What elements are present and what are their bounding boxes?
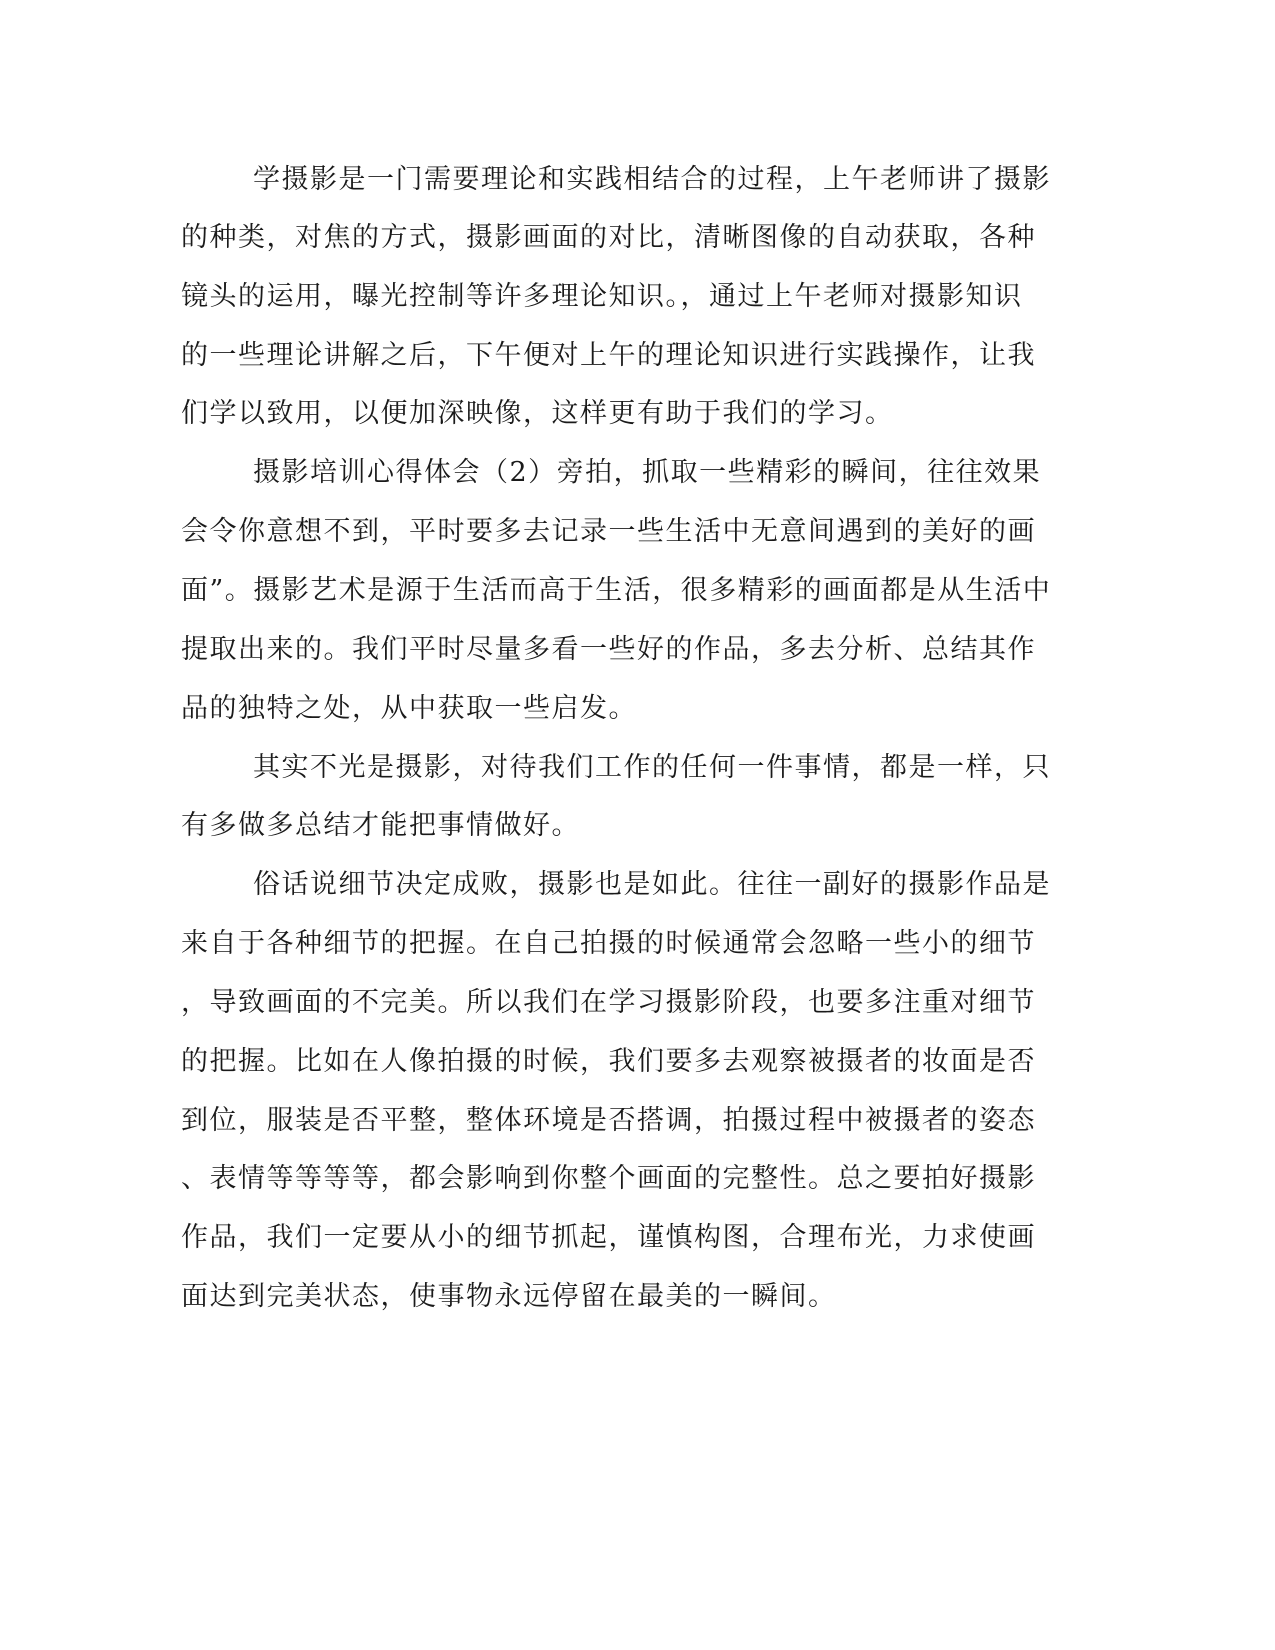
paragraph-1-line-4: 的一些理论讲解之后，下午便对上午的理论知识进行实践操作，让我 xyxy=(181,340,1036,371)
paragraph-4-line-1: 俗话说细节决定成败，摄影也是如此。往往一副好的摄影作品是 xyxy=(253,869,1051,900)
paragraph-4-line-2: 来自于各种细节的把握。在自己拍摄的时候通常会忽略一些小的细节 xyxy=(181,928,1036,959)
paragraph-4-line-7: 作品，我们一定要从小的细节抓起，谨慎构图，合理布光，力求使画 xyxy=(181,1222,1036,1253)
paragraph-4-line-4: 的把握。比如在人像拍摄的时候，我们要多去观察被摄者的妆面是否 xyxy=(181,1046,1036,1077)
paragraph-1-line-2: 的种类，对焦的方式，摄影画面的对比，清晰图像的自动获取，各种 xyxy=(181,222,1036,253)
paragraph-4-line-8: 面达到完美状态，使事物永远停留在最美的一瞬间。 xyxy=(181,1281,837,1312)
paragraph-4-line-5: 到位，服装是否平整，整体环境是否搭调，拍摄过程中被摄者的姿态 xyxy=(181,1105,1036,1136)
paragraph-1-line-3: 镜头的运用，曝光控制等许多理论知识。，通过上午老师对摄影知识 xyxy=(181,281,1023,312)
paragraph-2-line-2: 会令你意想不到，平时要多去记录一些生活中无意间遇到的美好的画 xyxy=(181,516,1036,547)
paragraph-3-line-1: 其实不光是摄影，对待我们工作的任何一件事情，都是一样，只 xyxy=(253,752,1051,783)
paragraph-2-line-5: 品的独特之处，从中获取一些启发。 xyxy=(181,693,637,724)
paragraph-2-line-3: 面”。摄影艺术是源于生活而高于生活，很多精彩的画面都是从生活中 xyxy=(181,575,1052,606)
paragraph-1-line-5: 们学以致用，以便加深映像，这样更有助于我们的学习。 xyxy=(181,398,894,429)
paragraph-3-line-2: 有多做多总结才能把事情做好。 xyxy=(181,810,580,841)
paragraph-2-line-4: 提取出来的。我们平时尽量多看一些好的作品，多去分析、总结其作 xyxy=(181,634,1036,665)
paragraph-4-line-6: 、表情等等等等，都会影响到你整个画面的完整性。总之要拍好摄影 xyxy=(181,1163,1036,1194)
paragraph-2-line-1: 摄影培训心得体会（2）旁拍，抓取一些精彩的瞬间，往往效果 xyxy=(253,457,1042,488)
paragraph-4-line-3: ，导致画面的不完美。所以我们在学习摄影阶段，也要多注重对细节 xyxy=(181,987,1036,1018)
paragraph-1-line-1: 学摄影是一门需要理论和实践相结合的过程，上午老师讲了摄影 xyxy=(253,164,1051,195)
